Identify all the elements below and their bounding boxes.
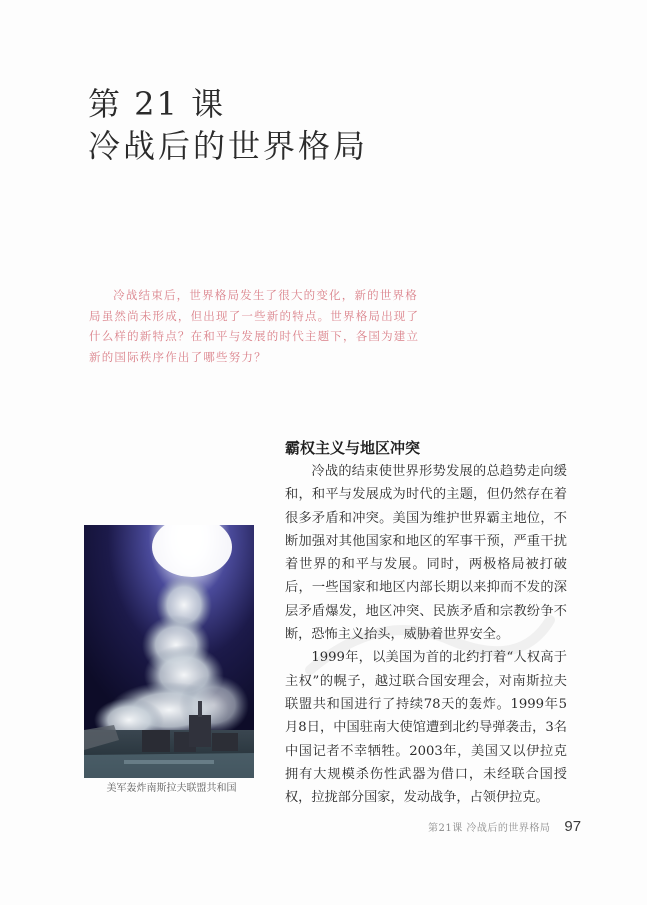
section-heading: 霸权主义与地区冲突 xyxy=(285,439,421,457)
lesson-number: 第 21 课 xyxy=(88,85,226,123)
page-number: 97 xyxy=(564,818,582,835)
lesson-intro: 冷战结束后，世界格局发生了很大的变化，新的世界格局虽然尚未形成，但出现了一些新的特点。世界格局出现了什么样的新特点？在和平与发展的时代主题下，各国为建立新的国际秩序作出了哪些努力？ xyxy=(89,288,420,364)
figure-caption: 美军轰炸南斯拉夫联盟共和国 xyxy=(106,783,237,794)
missile-launch-photo xyxy=(84,525,254,778)
body-paragraph: 1999年，以美国为首的北约打着“人权高于主权”的幌子，越过联合国安理会，对南斯拉夫联盟共和国进行了持续78天的轰炸。1999年5月8日，中国驻南大使馆遭到北约导弹袭击，3名中国记者不幸牺牲。2003年，美国又以伊拉克拥有大规模杀伤性武器为借口，未经联合国授权，拉拢部分国家，发动战争，占领伊拉克。 xyxy=(285,650,567,806)
photo-illustration xyxy=(84,525,254,778)
footer-lesson-label: 第21课 冷战后的世界格局 xyxy=(428,823,551,834)
page-footer xyxy=(428,818,581,835)
body-paragraph: 冷战的结束使世界形势发展的总趋势走向缓和，和平与发展成为时代的主题，但仍然存在着很多矛盾和冲突。美国为维护世界霸主地位，不断加强对其他国家和地区的军事干预，严重干扰着世界的和平与发展。同时，两极格局被打破后，一些国家和地区内部长期以来抑而不发的深层矛盾爆发，地区冲突、民族矛盾和宗教纷争不断，恐怖主义抬头，威胁着世界安全。 xyxy=(285,464,567,643)
lesson-title: 冷战后的世界格局 xyxy=(88,127,369,165)
section-body xyxy=(285,460,567,809)
